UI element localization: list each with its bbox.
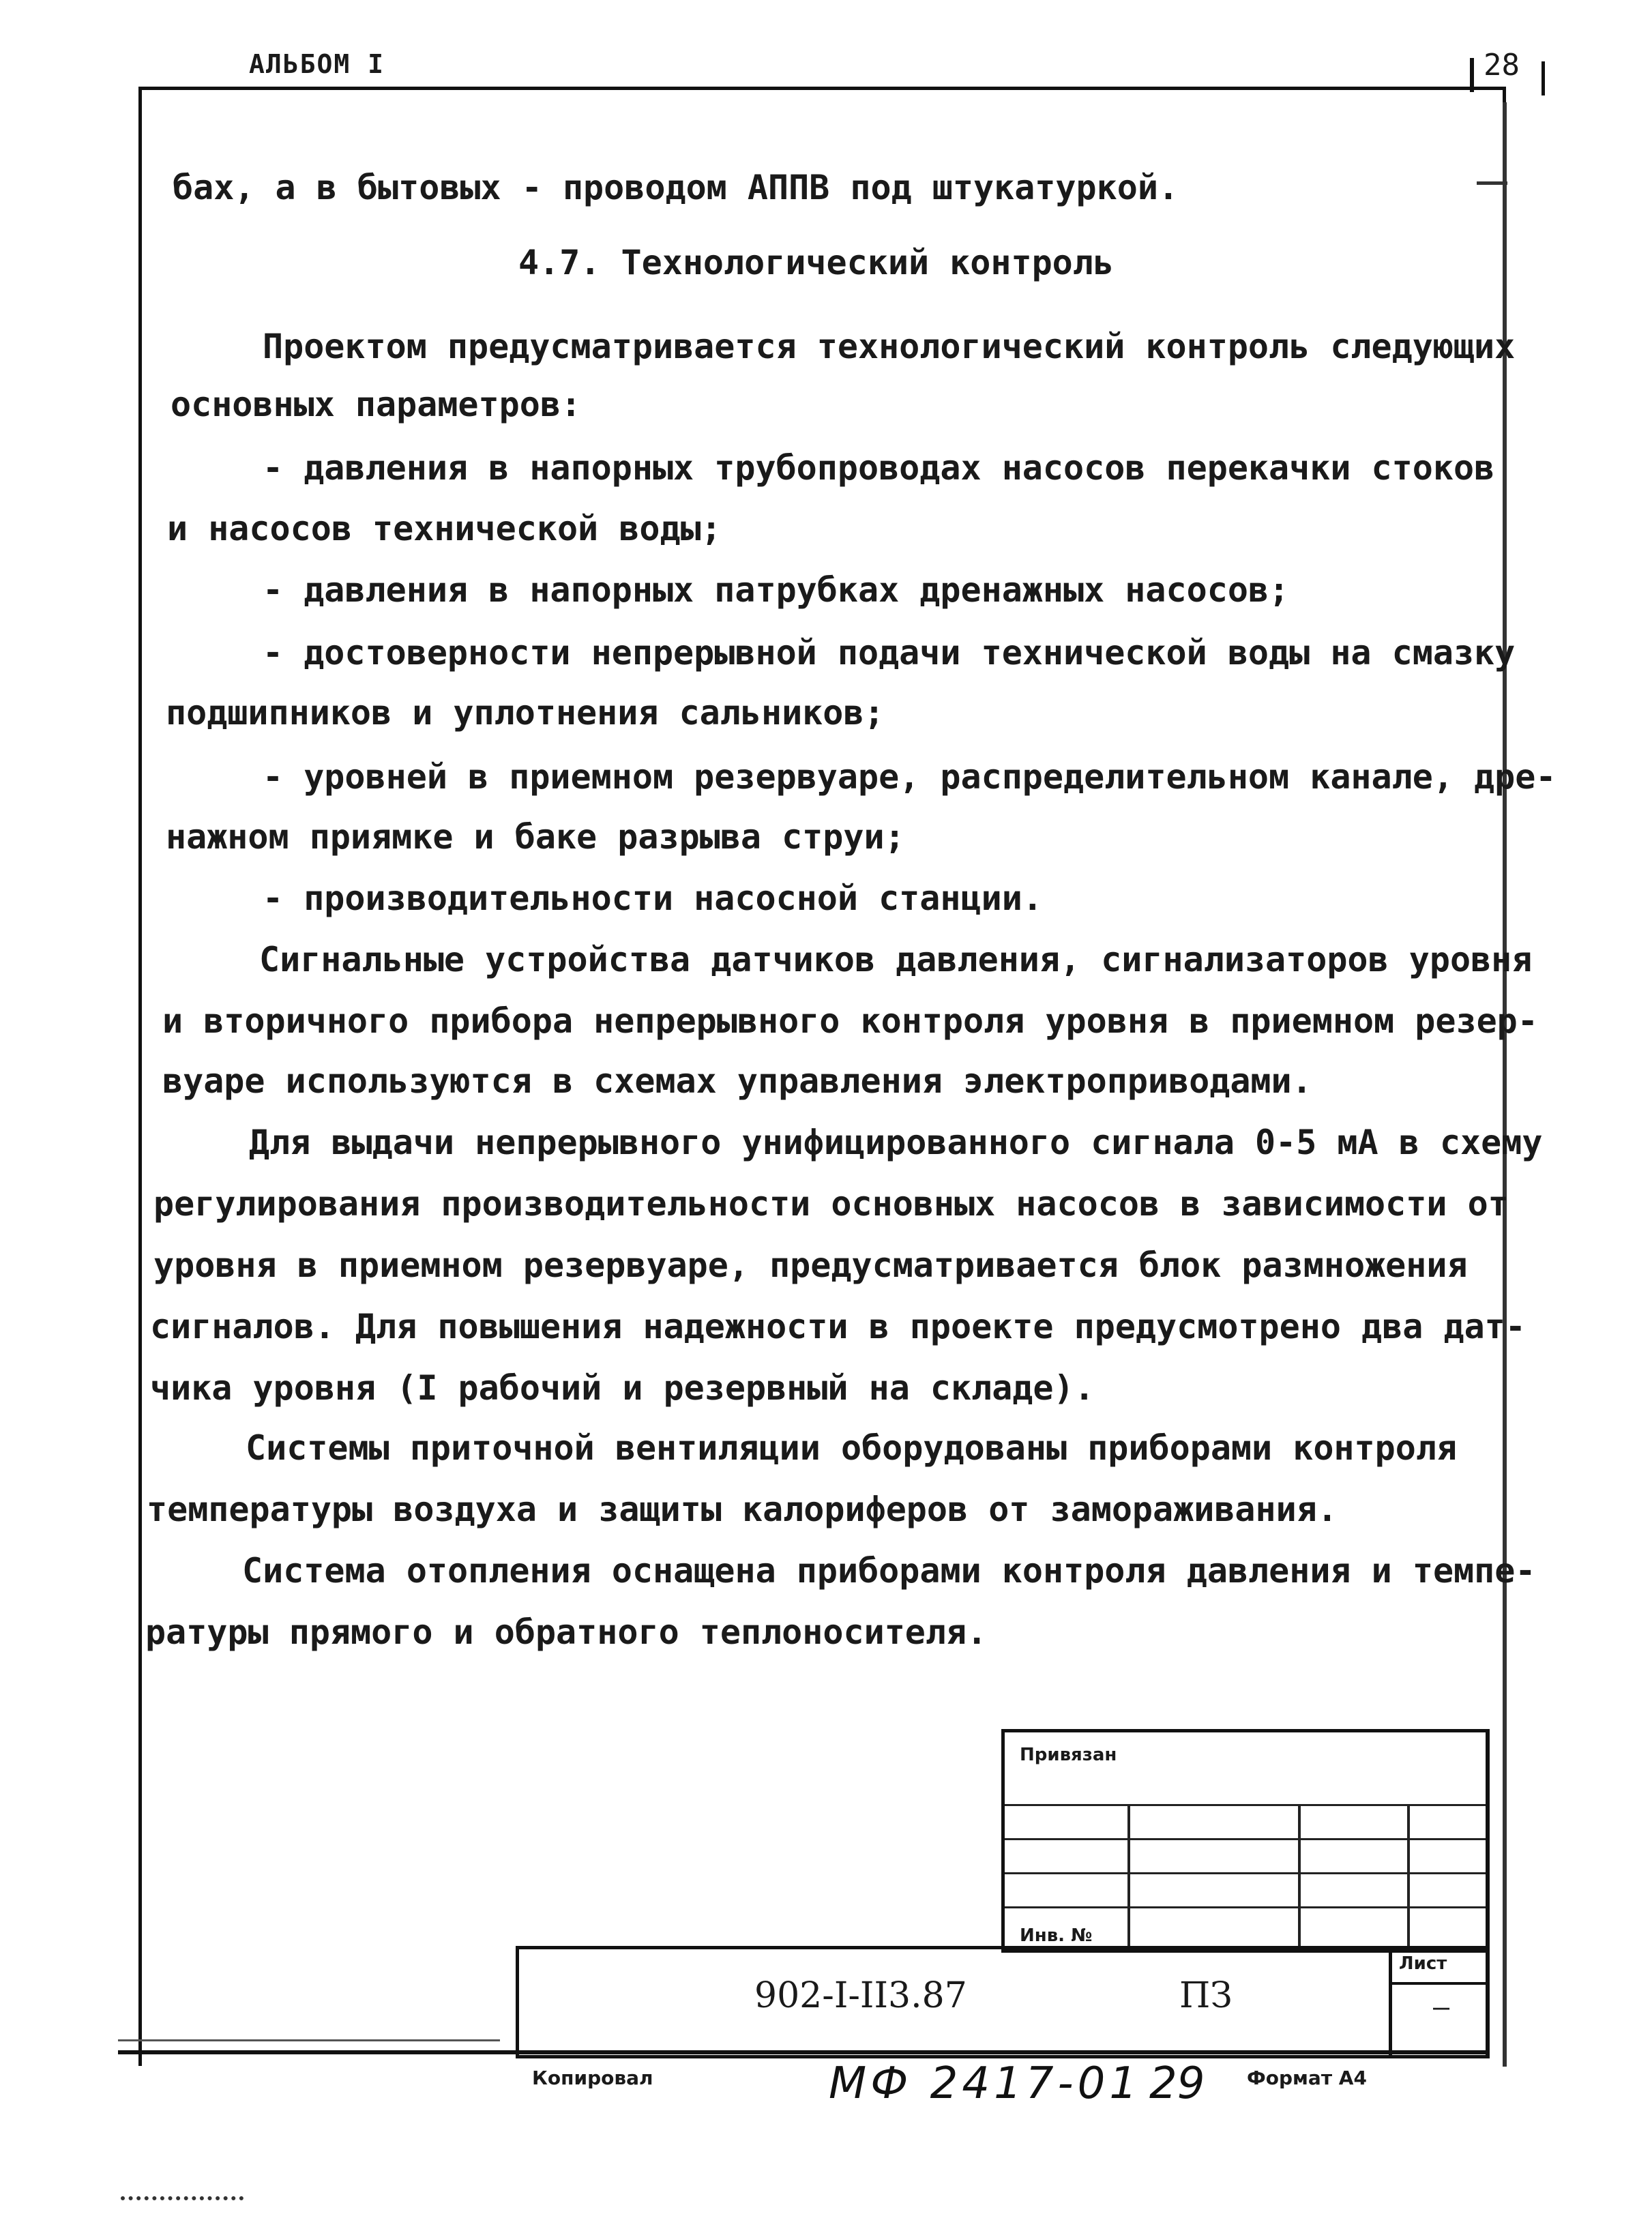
copied-label: Копировал [532,2067,653,2089]
section-heading: 4.7. Технологический контроль [518,243,1114,282]
sheet-divider [1389,1949,1392,2055]
document-code: 902-I-II3.87 [754,1975,967,2016]
stamp-row-line [1005,1906,1486,1908]
handwritten-code: МФ 2417-01 [829,2058,1142,2109]
text-line: Для выдачи непрерывного унифицированного сигнала 0-5 мА в схему [249,1123,1543,1162]
stamp-row-line [1005,1872,1486,1874]
text-line: вуаре используются в схемах управления электроприводами. [162,1061,1312,1101]
bottom-rule-thin [118,2039,500,2041]
frame-right-edge [1503,102,1507,2067]
stamp-col-line [1298,1804,1301,1949]
text-line: и насосов технической воды; [167,509,722,548]
stamp-col-line [1407,1804,1410,1949]
text-line: Проектом предусматривается технологический контроль следующих [263,327,1516,366]
stamp-row-line [1005,1838,1486,1840]
text-line: уровня в приемном резервуаре, предусматривается блок размножения [153,1245,1468,1285]
text-line: - давления в напорных трубопроводах насосов перекачки стоков [263,448,1495,488]
privyazan-label: Привязан [1020,1745,1117,1765]
text-line: чика уровня (I рабочий и резервный на складе). [150,1368,1095,1408]
stamp-row-line [1005,1804,1486,1806]
frame-corner-tick-right [1542,61,1545,95]
album-label: АЛЬБОМ I [249,49,385,79]
text-line: подшипников и уплотнения сальников; [166,693,885,733]
handwritten-number: 29 [1149,2058,1205,2109]
title-block [516,1946,1490,2058]
text-line: бах, а в бытовых - проводом АППВ под штукатуркой. [173,168,1179,207]
text-line: нажном приямке и баке разрыва струи; [166,817,905,857]
text-line: Система отопления оснащена приборами контроля давления и темпе- [242,1551,1536,1591]
page-number: 28 [1484,48,1520,83]
sheet-label: Лист [1399,1953,1447,1974]
text-line: Сигнальные устройства датчиков давления, сигнализаторов уровня [259,940,1533,979]
bottom-rule [118,2050,1489,2054]
text-line: - достоверности непрерывной подачи технической воды на смазку [263,633,1516,673]
text-line: сигналов. Для повышения надежности в проекте предусмотрено два дат- [150,1307,1526,1346]
margin-dash [1477,181,1507,185]
stamp-attachment-block [1001,1729,1490,1953]
sheet-value: – [1433,1992,1450,2023]
text-line: основных параметров: [171,385,582,424]
sheet-separator [1392,1982,1486,1985]
text-line: ратуры прямого и обратного теплоносителя. [145,1612,988,1652]
stamp-col-line [1127,1804,1130,1949]
inv-label: Инв. № [1020,1925,1093,1946]
text-line: - уровней в приемном резервуаре, распределительном канале, дре- [263,757,1557,797]
document-type: ПЗ [1179,1975,1233,2016]
format-label: Формат А4 [1247,2067,1367,2089]
text-line: и вторичного прибора непрерывного контроля уровня в приемном резер- [162,1001,1538,1041]
text-line: температуры воздуха и защиты калориферов от замораживания. [147,1490,1338,1529]
text-line: регулирования производительности основных насосов в зависимости от [153,1184,1509,1224]
text-line: - давления в напорных патрубках дренажных насосов; [263,570,1290,610]
text-line: - производительности насосной станции. [263,878,1043,918]
frame-corner-tick [1470,58,1474,92]
footer-mark [121,2196,244,2206]
text-line: Системы приточной вентиляции оборудованы приборами контроля [246,1428,1458,1468]
